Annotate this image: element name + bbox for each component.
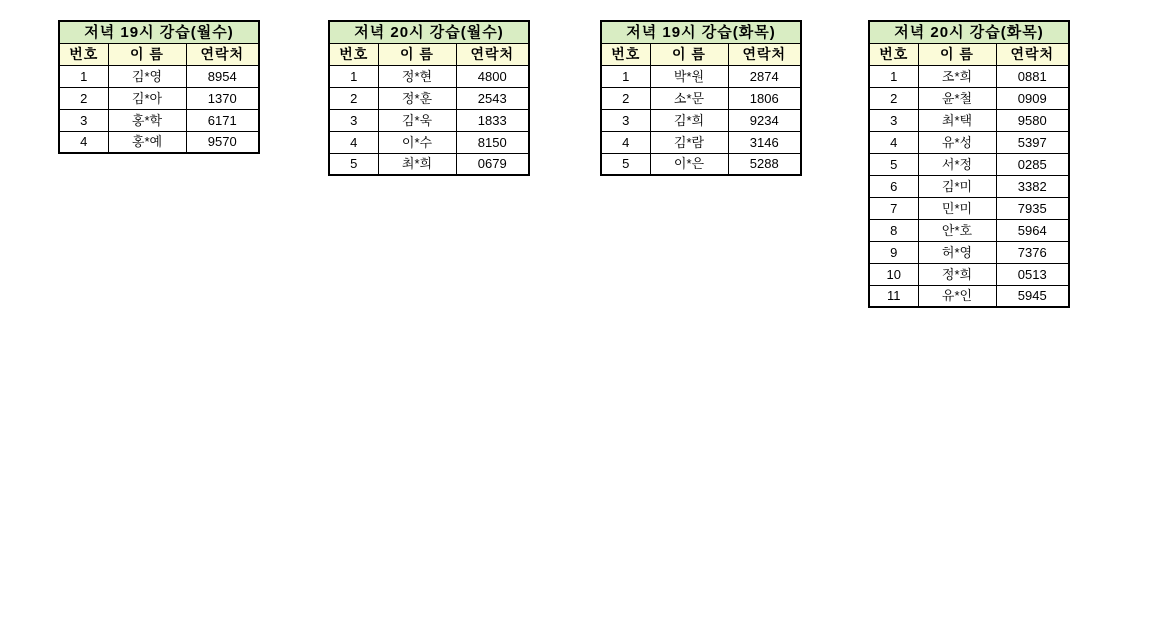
cell-number: 1: [329, 65, 378, 87]
table-row: [329, 153, 529, 175]
cell-phone: 6171: [186, 109, 259, 131]
cell-number: 1: [869, 65, 918, 87]
cell-number: 7: [869, 197, 918, 219]
title-row: [59, 21, 259, 43]
table-row: [869, 219, 1069, 241]
cell-name: 민*미: [918, 197, 996, 219]
table-row: [329, 87, 529, 109]
cell-phone: 2874: [728, 65, 801, 87]
column-header: 이 름: [378, 43, 456, 65]
cell-phone: 4800: [456, 65, 529, 87]
cell-name: 김*아: [108, 87, 186, 109]
cell-number: 3: [869, 109, 918, 131]
class-table: [600, 20, 802, 176]
title-row: [601, 21, 801, 43]
cell-name: 이*수: [378, 131, 456, 153]
cell-number: 4: [869, 131, 918, 153]
cell-name: 정*훈: [378, 87, 456, 109]
cell-phone: 9580: [996, 109, 1069, 131]
table-row: [869, 197, 1069, 219]
column-header: 이 름: [918, 43, 996, 65]
cell-number: 4: [601, 131, 650, 153]
cell-number: 3: [329, 109, 378, 131]
table-row: [869, 241, 1069, 263]
table-row: [601, 131, 801, 153]
column-header: 번호: [869, 43, 918, 65]
cell-number: 9: [869, 241, 918, 263]
table-row: [601, 109, 801, 131]
cell-name: 소*문: [650, 87, 728, 109]
table-title: 저녁 20시 강습(월수): [329, 21, 529, 43]
cell-phone: 5397: [996, 131, 1069, 153]
class-table: [328, 20, 530, 176]
cell-name: 이*은: [650, 153, 728, 175]
cell-phone: 7376: [996, 241, 1069, 263]
title-row: [869, 21, 1069, 43]
table-row: [601, 153, 801, 175]
cell-phone: 5945: [996, 285, 1069, 307]
cell-number: 6: [869, 175, 918, 197]
cell-number: 11: [869, 285, 918, 307]
cell-phone: 3382: [996, 175, 1069, 197]
cell-number: 3: [59, 109, 108, 131]
column-header: 번호: [59, 43, 108, 65]
cell-number: 2: [869, 87, 918, 109]
cell-name: 김*욱: [378, 109, 456, 131]
cell-number: 2: [329, 87, 378, 109]
header-row: [329, 43, 529, 65]
cell-phone: 8954: [186, 65, 259, 87]
cell-name: 서*정: [918, 153, 996, 175]
cell-name: 최*택: [918, 109, 996, 131]
table-row: [329, 65, 529, 87]
cell-name: 유*인: [918, 285, 996, 307]
cell-phone: 5964: [996, 219, 1069, 241]
cell-number: 2: [601, 87, 650, 109]
cell-number: 5: [329, 153, 378, 175]
cell-name: 허*영: [918, 241, 996, 263]
cell-phone: 0513: [996, 263, 1069, 285]
table-row: [59, 131, 259, 153]
cell-phone: 0285: [996, 153, 1069, 175]
cell-phone: 1806: [728, 87, 801, 109]
table-row: [869, 263, 1069, 285]
table-row: [59, 65, 259, 87]
cell-phone: 9234: [728, 109, 801, 131]
table-row: [869, 153, 1069, 175]
cell-phone: 0679: [456, 153, 529, 175]
cell-name: 유*성: [918, 131, 996, 153]
cell-phone: 5288: [728, 153, 801, 175]
table-title: 저녁 20시 강습(화목): [869, 21, 1069, 43]
cell-name: 최*희: [378, 153, 456, 175]
cell-number: 4: [329, 131, 378, 153]
column-header: 연락처: [456, 43, 529, 65]
cell-phone: 7935: [996, 197, 1069, 219]
table-body: [869, 65, 1069, 307]
cell-phone: 9570: [186, 131, 259, 153]
cell-phone: 8150: [456, 131, 529, 153]
column-header: 이 름: [650, 43, 728, 65]
table-title: 저녁 19시 강습(화목): [601, 21, 801, 43]
cell-number: 10: [869, 263, 918, 285]
table-body: [329, 65, 529, 175]
cell-name: 홍*예: [108, 131, 186, 153]
cell-phone: 3146: [728, 131, 801, 153]
cell-name: 정*현: [378, 65, 456, 87]
table-row: [59, 109, 259, 131]
cell-phone: 2543: [456, 87, 529, 109]
column-header: 연락처: [996, 43, 1069, 65]
cell-name: 안*호: [918, 219, 996, 241]
column-header: 이 름: [108, 43, 186, 65]
table-body: [601, 65, 801, 175]
table-row: [59, 87, 259, 109]
cell-number: 1: [601, 65, 650, 87]
cell-name: 윤*철: [918, 87, 996, 109]
table-row: [869, 175, 1069, 197]
cell-number: 5: [601, 153, 650, 175]
table-row: [329, 131, 529, 153]
table-row: [329, 109, 529, 131]
cell-phone: 0881: [996, 65, 1069, 87]
cell-number: 2: [59, 87, 108, 109]
cell-name: 박*원: [650, 65, 728, 87]
table-row: [869, 131, 1069, 153]
table-row: [601, 65, 801, 87]
cell-number: 5: [869, 153, 918, 175]
table-row: [869, 109, 1069, 131]
header-row: [869, 43, 1069, 65]
cell-number: 3: [601, 109, 650, 131]
column-header: 연락처: [728, 43, 801, 65]
table-row: [869, 65, 1069, 87]
table-row: [869, 87, 1069, 109]
table-title: 저녁 19시 강습(월수): [59, 21, 259, 43]
cell-name: 김*영: [108, 65, 186, 87]
cell-name: 김*람: [650, 131, 728, 153]
class-table: [58, 20, 260, 154]
table-body: [59, 65, 259, 153]
cell-name: 홍*학: [108, 109, 186, 131]
column-header: 연락처: [186, 43, 259, 65]
cell-phone: 1833: [456, 109, 529, 131]
cell-name: 김*미: [918, 175, 996, 197]
column-header: 번호: [601, 43, 650, 65]
cell-phone: 1370: [186, 87, 259, 109]
header-row: [59, 43, 259, 65]
cell-name: 정*희: [918, 263, 996, 285]
cell-number: 1: [59, 65, 108, 87]
cell-name: 김*희: [650, 109, 728, 131]
table-row: [601, 87, 801, 109]
title-row: [329, 21, 529, 43]
class-table: [868, 20, 1070, 308]
cell-number: 8: [869, 219, 918, 241]
header-row: [601, 43, 801, 65]
cell-name: 조*희: [918, 65, 996, 87]
table-row: [869, 285, 1069, 307]
column-header: 번호: [329, 43, 378, 65]
cell-phone: 0909: [996, 87, 1069, 109]
cell-number: 4: [59, 131, 108, 153]
